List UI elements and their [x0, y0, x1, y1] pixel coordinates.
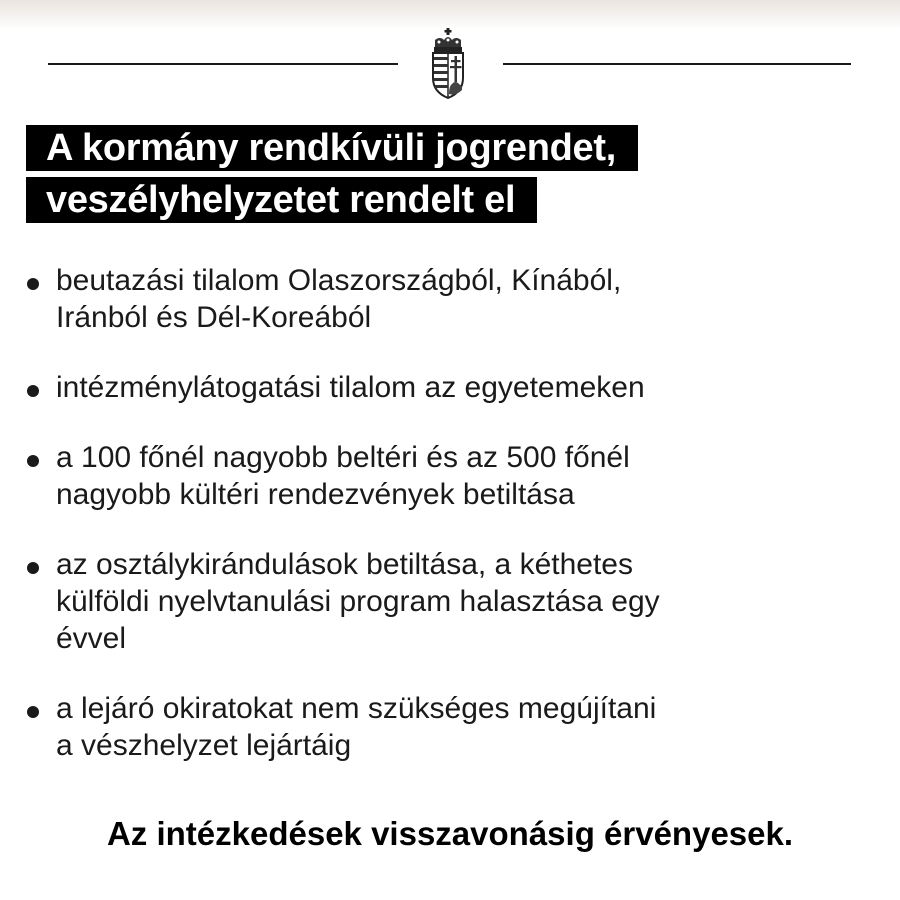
headline-line-2: veszélyhelyzetet rendelt el: [26, 177, 537, 223]
list-item: [24, 262, 874, 336]
header-rule-right: [503, 63, 851, 65]
list-item: [24, 369, 874, 406]
list-item: [24, 546, 874, 657]
list-item-line: nagyobb kültéri rendezvények betiltása: [56, 478, 575, 511]
list-item-line: a vészhelyzet lejártáig: [56, 729, 352, 762]
list-item-line: a lejáró okiratokat nem szükséges megújítani: [56, 692, 657, 725]
top-shade: [0, 0, 900, 30]
measures-list: [24, 262, 874, 764]
list-item-line: beutazási tilalom Olaszországból, Kínából,: [56, 264, 622, 297]
header-rule-left: [48, 63, 398, 65]
footer-note: Az intézkedések visszavonásig érvényesek.: [106, 815, 794, 852]
list-item-line: Iránból és Dél-Koreából: [56, 301, 372, 334]
list-item-line: intézménylátogatási tilalom az egyetemeken: [56, 371, 645, 404]
bullet-dot-icon: [27, 385, 39, 397]
headline-line-1: A kormány rendkívüli jogrendet,: [26, 125, 638, 171]
list-item-line: a 100 főnél nagyobb beltéri és az 500 főnél: [56, 441, 630, 474]
bullet-dot-icon: [27, 455, 39, 467]
bullet-dot-icon: [27, 278, 39, 290]
list-item-line: évvel: [56, 622, 127, 655]
bullet-dot-icon: [27, 706, 39, 718]
list-item: [24, 690, 874, 764]
list-item-line: külföldi nyelvtanulási program halasztása egy: [56, 585, 660, 618]
hungarian-coat-of-arms-icon: [428, 28, 468, 100]
list-item: [24, 439, 874, 513]
headline: [26, 125, 638, 229]
bullet-dot-icon: [27, 562, 39, 574]
list-item-line: az osztálykirándulások betiltása, a kéthetes: [56, 548, 633, 581]
